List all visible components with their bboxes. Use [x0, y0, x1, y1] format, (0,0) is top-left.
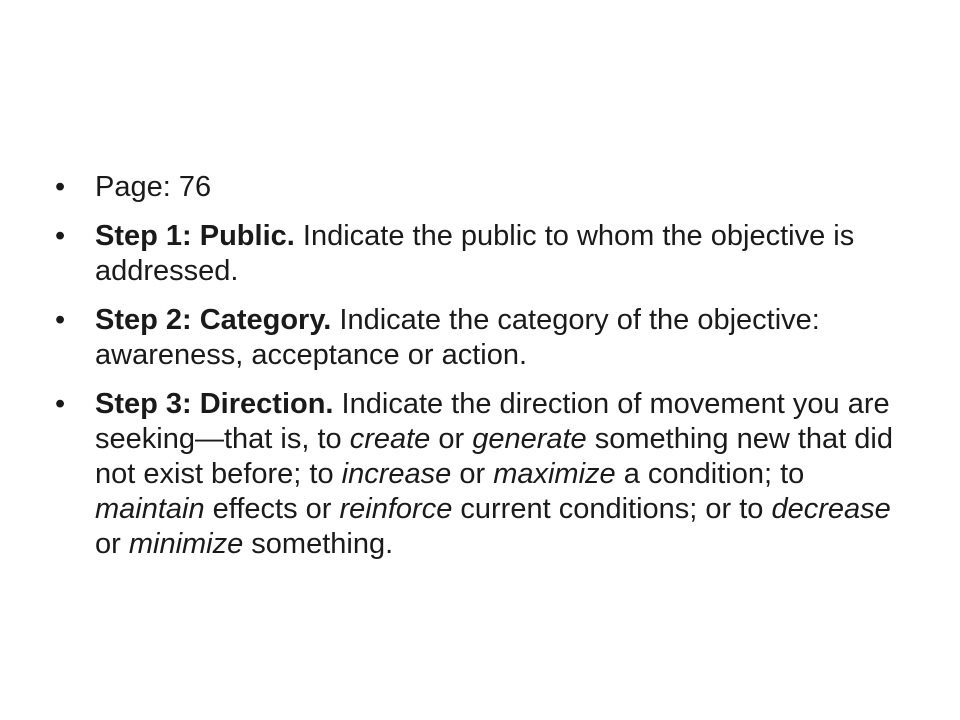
bullet-dot-icon: • [55, 220, 66, 252]
bullet-dot-icon: • [55, 388, 66, 420]
emphasis-create: create [349, 423, 431, 455]
emphasis-maintain: maintain [95, 493, 205, 525]
emphasis-maximize: maximize [493, 458, 616, 490]
step-text: something. [243, 528, 394, 560]
step-text: Indicate the category of the objective: awareness, acceptance or action. [95, 304, 820, 371]
step-text: a condition; to [615, 458, 805, 490]
step-text: effects or [204, 493, 340, 525]
step-text: something new that did not exist before; to [95, 423, 894, 490]
bullet-step-2 [55, 303, 895, 373]
step-heading: Step 1: Public. [95, 220, 295, 252]
step-text: or [430, 423, 473, 455]
step-heading: Step 3: Direction. [95, 388, 334, 420]
emphasis-generate: generate [472, 423, 587, 455]
step-text: Indicate the public to whom the objective is addressed. [95, 220, 855, 287]
step-text: current conditions; or to [452, 493, 772, 525]
step-text: or [95, 528, 129, 560]
bullet-step-1 [55, 219, 895, 289]
bullet-step-3 [55, 387, 895, 562]
bullet-list [55, 170, 895, 576]
step-heading: Step 2: Category. [95, 304, 332, 336]
bullet-dot-icon: • [55, 304, 66, 336]
emphasis-minimize: minimize [128, 528, 244, 560]
step-text: or [451, 458, 494, 490]
emphasis-increase: increase [341, 458, 452, 490]
bullet-text: Page: 76 [95, 171, 212, 203]
bullet-dot-icon: • [55, 171, 66, 203]
emphasis-reinforce: reinforce [339, 493, 453, 525]
emphasis-decrease: decrease [771, 493, 891, 525]
step-text: Indicate the direction of movement you are seeking—that is, to [95, 388, 890, 455]
bullet-page [55, 170, 895, 205]
